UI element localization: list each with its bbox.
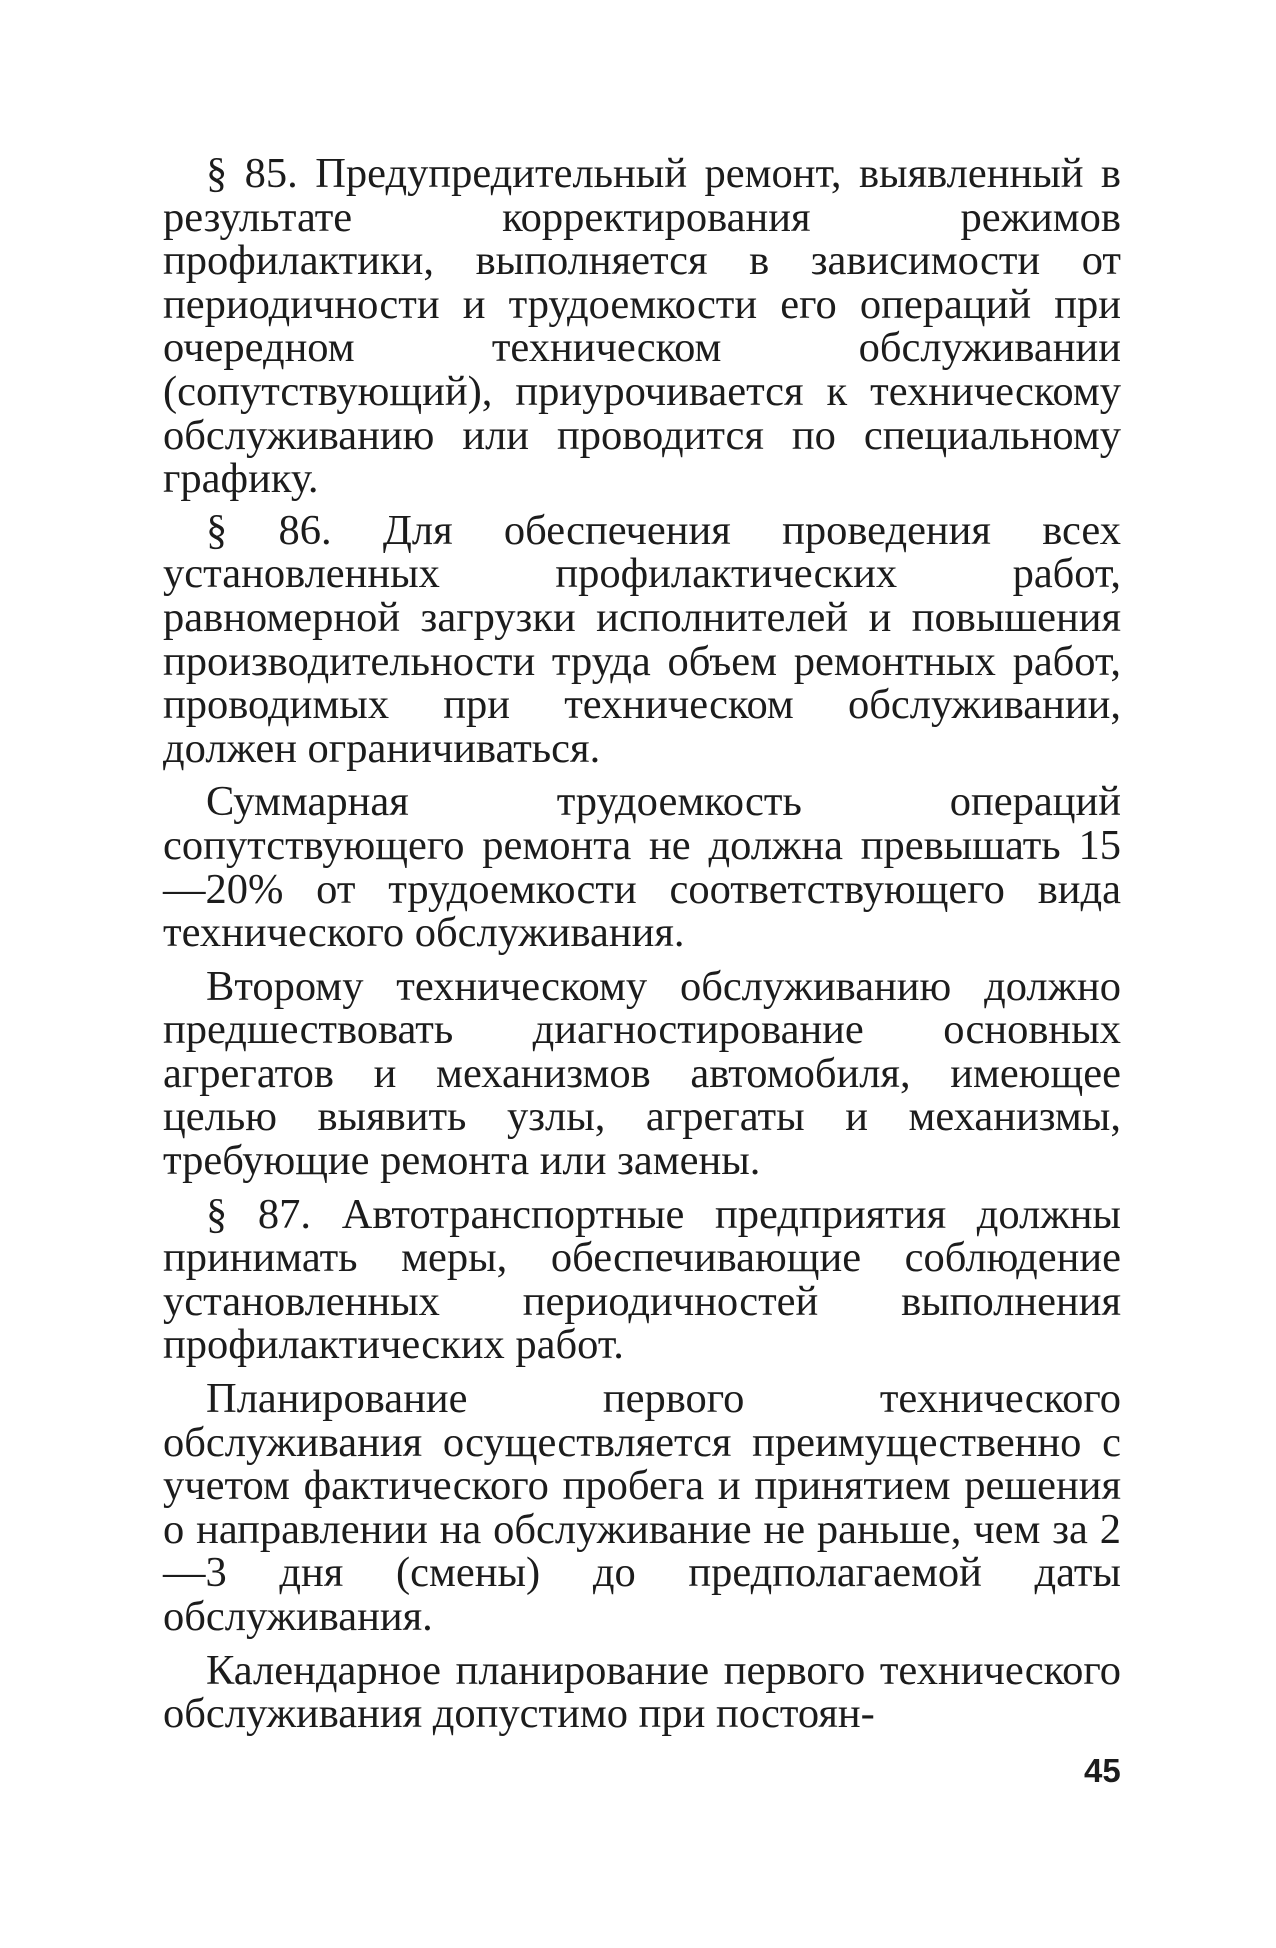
paragraph-87: § 87. Автотранспортные предприятия должны принимать меры, обеспечивающие соблюдение установленных периодичностей выполнения профилактических работ. (163, 1190, 1121, 1369)
paragraph-repair-labor: Суммарная трудоемкость операций сопутствующего ремонта не должна превышать 15—20% от трудоемкости соответствующего вида технического обслуживания. (163, 778, 1121, 957)
paragraph-planning: Планирование первого технического обслуживания осуществляется преимущественно с учетом фактического пробега и принятием решения о направлении на обслуживание не раньше, чем за 2—3 дня (смены) до предполагаемой даты обслуживания. (163, 1375, 1121, 1640)
body-text (163, 152, 1121, 1744)
paragraph-85: § 85. Предупредительный ремонт, выявленный в результате корректирования режимов профилактики, выполняется в зависимости от периодичности и трудоемкости его операций при очередном техническом обслуживании (сопутствующий), приурочивается к техническому обслуживанию или проводится по специальному графику. (163, 150, 1121, 503)
paragraph-diagnostics: Второму техническому обслуживанию должно предшествовать диагностирование основных агрегатов и механизмов автомобиля, имеющее целью выявить узлы, агрегаты и механизмы, требующие ремонта или замены. (163, 962, 1121, 1185)
paragraph-86: § 86. Для обеспечения проведения всех установленных профилактических работ, равномерной загрузки исполнителей и повышения производительности труда объем ремонтных работ, проводимых при техническом обслуживании, должен ограничиваться. (163, 506, 1121, 772)
paragraph-calendar-planning: Календарное планирование первого технического обслуживания допустимо при постоян- (163, 1646, 1121, 1738)
page-number: 45 (1084, 1752, 1121, 1789)
